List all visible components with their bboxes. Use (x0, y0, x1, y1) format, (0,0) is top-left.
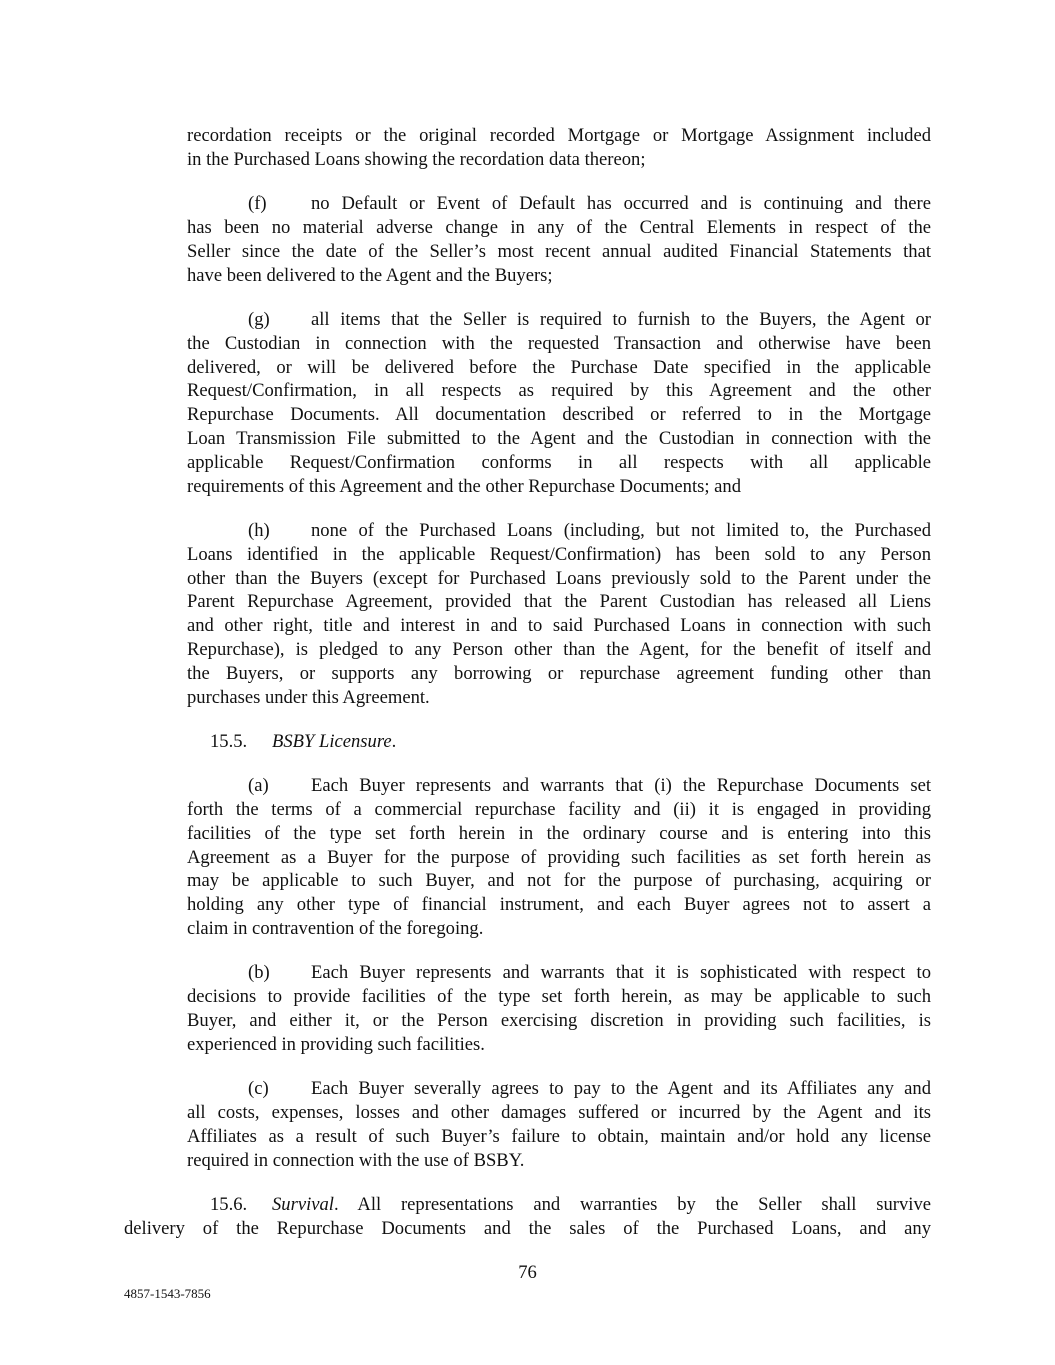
text-line: Seller since the date of the Seller’s most recent annual audited Financial Statements that (187, 240, 931, 262)
paragraph (187, 774, 931, 941)
paragraph-label: (a) (248, 775, 269, 797)
text-line: delivered, or will be delivered before the Purchase Date specified in the applicable (187, 356, 931, 378)
paragraph (124, 1193, 931, 1241)
text-line: forth the terms of a commercial repurchase facility and (ii) it is engaged in providing (187, 799, 931, 821)
paragraph-label: (b) (248, 962, 270, 984)
paragraph-label: (c) (248, 1078, 269, 1100)
text-line: and other right, title and interest in and to said Purchased Loans in connection with such (187, 615, 931, 637)
paragraph (187, 192, 931, 287)
paragraph (187, 519, 931, 709)
text-line: may be applicable to such Buyer, and not for the purpose of purchasing, acquiring or (187, 870, 931, 892)
text-line: have been delivered to the Agent and the Buyers; (187, 264, 553, 286)
text-line: Repurchase), is pledged to any Person other than the Agent, for the benefit of itself and (187, 638, 931, 660)
text-line: applicable Request/Confirmation conforms in all respects with all applicable (187, 451, 931, 473)
paragraph-label: (f) (248, 193, 267, 215)
paragraph-first-line (187, 961, 931, 985)
text-line: recordation receipts or the original recorded Mortgage or Mortgage Assignment included (187, 125, 931, 146)
text-line: other than the Buyers (except for Purchased Loans previously sold to the Parent under the (187, 567, 931, 589)
text-line: Loans identified in the applicable Request/Confirmation) has been sold to any Person (187, 543, 931, 565)
text-line: the Buyers, or supports any borrowing or repurchase agreement funding other than (187, 662, 931, 684)
paragraph-text: Each Buyer represents and warrants that (i) the Repurchase Documents set (311, 775, 931, 797)
text-line: Repurchase Documents. All documentation described or referred to in the Mortgage (187, 404, 931, 426)
paragraph-label: 15.5. (210, 730, 248, 752)
text-line: Loan Transmission File submitted to the Agent and the Custodian in connection with the (187, 427, 931, 449)
paragraph-first-line (187, 519, 931, 543)
text-line: required in connection with the use of BSBY. (187, 1149, 525, 1171)
text-line: purchases under this Agreement. (187, 686, 430, 708)
line-text: . (391, 730, 397, 752)
text-line: decisions to provide facilities of the type set forth herein, as may be applicable to such (187, 986, 931, 1008)
text-line: Agreement as a Buyer for the purpose of providing such facilities as set forth herein as (187, 846, 931, 868)
section-heading: Survival (272, 1194, 334, 1216)
text-line: requirements of this Agreement and the other Repurchase Documents; and (187, 475, 742, 497)
text-line: claim in contravention of the foregoing. (187, 918, 484, 940)
paragraph-text: no Default or Event of Default has occurred and is continuing and there (311, 193, 931, 215)
paragraph-text: Each Buyer severally agrees to pay to the Agent and its Affiliates any and (311, 1078, 931, 1100)
text-line: Parent Repurchase Agreement, provided that the Parent Custodian has released all Liens (187, 591, 931, 613)
paragraph-first-line (187, 1193, 931, 1217)
paragraph-text: Each Buyer represents and warrants that it is sophisticated with respect to (311, 962, 931, 984)
paragraph (187, 1077, 931, 1172)
paragraph-first-line (187, 774, 931, 798)
text-line: all costs, expenses, losses and other damages suffered or incurred by the Agent and its (187, 1102, 931, 1124)
text-line: in the Purchased Loans showing the recordation data thereon; (187, 148, 646, 170)
text-line: Affiliates as a result of such Buyer’s failure to obtain, maintain and/or hold any license (187, 1125, 931, 1147)
paragraph-first-line (187, 308, 931, 332)
paragraph-label: (g) (248, 308, 270, 330)
paragraph-label: 15.6. (210, 1194, 248, 1216)
paragraph (187, 961, 931, 1056)
document-id: 4857-1543-7856 (124, 1286, 211, 1301)
text-line: has been no material adverse change in any of the Central Elements in respect of the (187, 216, 931, 238)
section-heading: BSBY Licensure (272, 730, 392, 752)
text-line: the Custodian in connection with the requested Transaction and otherwise have been (187, 332, 931, 354)
paragraph (187, 308, 931, 498)
paragraph-text (272, 1193, 931, 1217)
paragraph (187, 124, 931, 172)
line-text: . All representations and warranties by the Seller shall survive (333, 1194, 931, 1216)
text-line: holding any other type of financial instrument, and each Buyer agrees not to assert a (187, 894, 931, 916)
paragraph (187, 730, 931, 754)
paragraph-first-line (187, 730, 931, 754)
text-line: Buyer, and either it, or the Person exercising discretion in providing such facilities, is (187, 1010, 931, 1032)
paragraph-text (272, 730, 931, 754)
paragraph-first-line (187, 1077, 931, 1101)
text-line: facilities of the type set forth herein in the ordinary course and is entering into this (187, 822, 931, 844)
paragraph-label: (h) (248, 519, 270, 541)
document-body (124, 124, 931, 1261)
paragraph-text: all items that the Seller is required to furnish to the Buyers, the Agent or (311, 308, 931, 330)
paragraph-text: none of the Purchased Loans (including, but not limited to, the Purchased (311, 519, 931, 541)
text-line: delivery of the Repurchase Documents and the sales of the Purchased Loans, and any (124, 1217, 931, 1239)
page-number: 76 (518, 1262, 537, 1283)
text-line: Request/Confirmation, in all respects as required by this Agreement and the other (187, 380, 931, 402)
paragraph-first-line (187, 192, 931, 216)
text-line: experienced in providing such facilities. (187, 1033, 485, 1055)
